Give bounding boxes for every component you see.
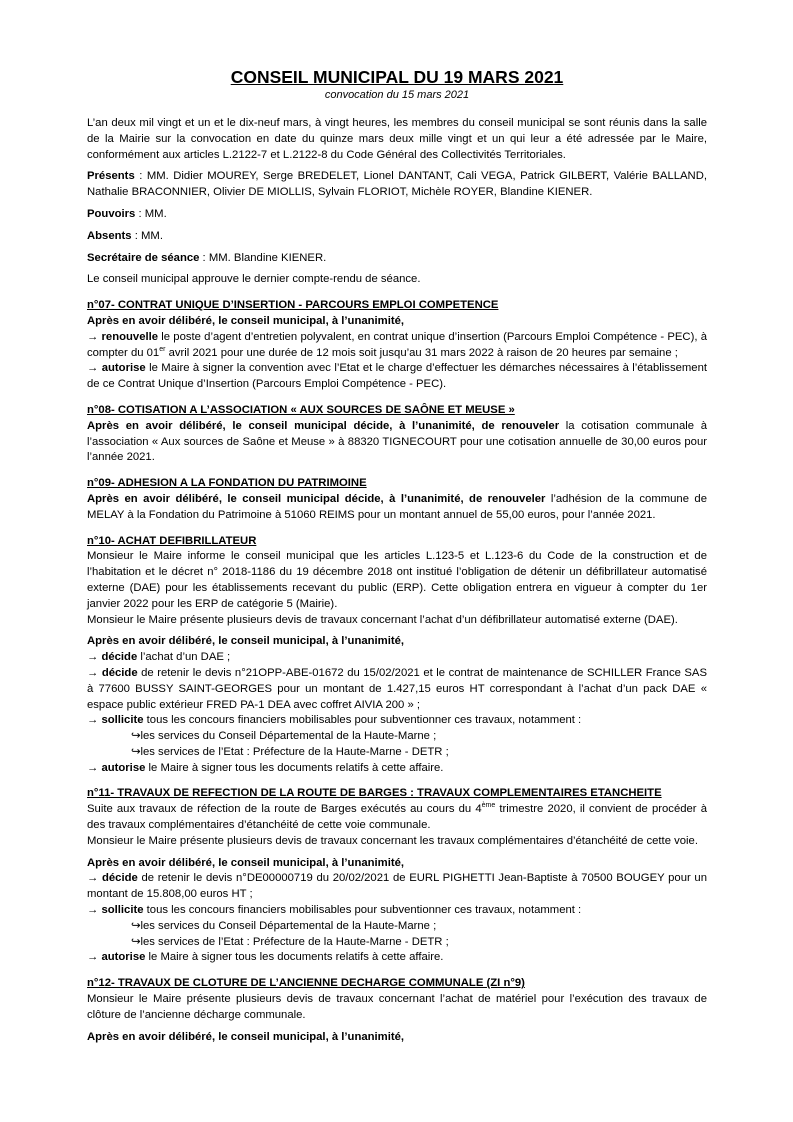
arrow-icon: →: [87, 714, 102, 727]
section-11-item-2: [87, 903, 707, 919]
section-07-item-2: [87, 361, 707, 393]
arrow-icon: →: [87, 362, 102, 375]
section-10-item-3: [87, 713, 707, 729]
section-10-heading: n°10- ACHAT DEFIBRILLATEUR: [87, 534, 257, 547]
sub-arrow-icon: ↪: [131, 745, 141, 758]
pouvoirs-label: Pouvoirs: [87, 207, 136, 220]
section-10-item-4: [87, 761, 707, 777]
body-text: l’adhésion de la commune de MELAY à la Fondation du Patrimoine à 51060 REIMS pour un montant annuel de 55,00 euros, pour l’année 2021.: [87, 492, 707, 521]
sub-text: les services de l’Etat : Préfecture de la Haute-Marne - DETR ;: [140, 745, 449, 758]
document-page: [87, 66, 707, 1045]
section-07-decision: Après en avoir délibéré, le conseil municipal, à l’unanimité,: [87, 314, 405, 327]
item-text: de retenir le devis n°DE00000719 du 20/02/2021 de EURL PIGHETTI Jean-Baptiste à 70500 BOUGEY pour un montant de 15.808,00 euros HT ;: [87, 872, 707, 901]
verb: autorise: [101, 761, 146, 774]
superscript: ème: [481, 802, 496, 810]
intro-paragraph: L’an deux mil vingt et un et le dix-neuf mars, à vingt heures, les membres du conseil municipal se sont réunis dans la salle de la Mairie sur la convocation en date du quinze mars deux mille vingt et un qui leur a été adressée par le Maire, conformément aux articles L.2122-7 et L.2122-8 du Code Général des Collectivités Territoriales.: [87, 117, 707, 161]
arrow-icon: →: [87, 651, 102, 664]
section-12-paragraph-1: Monsieur le Maire présente plusieurs devis de travaux concernant l’achat de matériel pour l’exécution des travaux de clôture de l’ancienne décharge communale.: [87, 993, 707, 1021]
arrow-icon: →: [87, 666, 102, 679]
arrow-icon: →: [87, 761, 102, 774]
section-10-item-2: [87, 666, 707, 713]
section-07-heading: n°07- CONTRAT UNIQUE D’INSERTION - PARCOURS EMPLOI COMPETENCE: [87, 299, 499, 312]
presents-text: : MM. Didier MOUREY, Serge BREDELET, Lionel DANTANT, Cali VEGA, Patrick GILBERT, Valérie BALLAND, Nathalie BRACONNIER, Olivier DE MIOLLIS, Sylvain FLORIOT, Michèle ROYER, Blandine KIENER.: [87, 170, 707, 199]
body-text: trimestre 2020, il convient de procéder à des travaux complémentaires d’étanchéité de cette voie communale.: [87, 803, 707, 832]
item-text: l’achat d’un DAE ;: [137, 651, 231, 664]
section-07-item-1: [87, 330, 707, 362]
item-text: de retenir le devis n°21OPP-ABE-01672 du 15/02/2021 et le contrat de maintenance de SCHILLER France SAS à 77600 BUSSY SAINT-GEORGES pour un montant de 1.427,15 euros HT correspondant à l’achat d’un pack DAE « espace public extérieur FRED PA-1 DEA avec coffret AIVIA 200 » ;: [87, 666, 708, 711]
section-11-sub-1: [87, 919, 707, 935]
arrow-icon: →: [87, 951, 102, 964]
section-10-sub-1: [87, 729, 707, 745]
verb: autorise: [101, 362, 146, 375]
item-text: le Maire à signer tous les documents relatifs à cette affaire.: [145, 761, 444, 774]
sub-text: les services du Conseil Départemental de la Haute-Marne ;: [140, 730, 437, 743]
absents-line: [87, 229, 707, 245]
item-text: le Maire à signer tous les documents relatifs à cette affaire.: [145, 951, 444, 964]
decision-text: Après en avoir délibéré, le conseil municipal décide, à l’unanimité, de renouveler: [87, 419, 560, 432]
sub-text: les services de l’Etat : Préfecture de la Haute-Marne - DETR ;: [140, 935, 449, 948]
secretaire-text: : MM. Blandine KIENER.: [199, 251, 327, 264]
verb: renouvelle: [101, 330, 159, 343]
secretaire-line: [87, 251, 707, 267]
section-12-decision: Après en avoir délibéré, le conseil municipal, à l’unanimité,: [87, 1030, 405, 1043]
pouvoirs-line: [87, 207, 707, 223]
section-10-decision: Après en avoir délibéré, le conseil municipal, à l’unanimité,: [87, 635, 405, 648]
section-09-heading: n°09- ADHESION A LA FONDATION DU PATRIMOINE: [87, 477, 367, 490]
verb: décide: [102, 872, 138, 885]
section-10-item-1: [87, 650, 707, 666]
body-text: Suite aux travaux de réfection de la route de Barges exécutés au cours du 4: [87, 803, 482, 816]
sub-text: les services du Conseil Départemental de la Haute-Marne ;: [140, 919, 437, 932]
section-08-body: [87, 419, 707, 466]
item-text: le poste d’agent d’entretien polyvalent, en contrat unique d’insertion (Parcours Emploi Compétence - PEC), à compter du 01: [87, 330, 707, 359]
section-11-sub-2: [87, 935, 707, 951]
absents-label: Absents: [87, 229, 132, 242]
verb: décide: [101, 666, 138, 679]
presents-label: Présents: [87, 170, 135, 183]
arrow-icon: →: [87, 872, 102, 885]
body-text: la cotisation communale à l’association « Aux sources de Saône et Meuse » à 88320 TIGNECOURT pour une cotisation annuelle de 30,00 euros pour l’année 2021.: [87, 419, 707, 464]
superscript: er: [159, 345, 166, 353]
arrow-icon: →: [87, 330, 102, 343]
absents-text: : MM.: [131, 229, 163, 242]
section-11-paragraph-1: [87, 802, 707, 834]
sub-arrow-icon: ↪: [131, 730, 141, 743]
section-11-item-3: [87, 950, 707, 966]
section-11-heading: n°11- TRAVAUX DE REFECTION DE LA ROUTE DE BARGES : TRAVAUX COMPLEMENTAIRES ETANCHEITE: [87, 787, 662, 800]
section-09-body: [87, 492, 707, 524]
verb: sollicite: [101, 904, 144, 917]
arrow-icon: →: [87, 904, 102, 917]
section-10-sub-2: [87, 745, 707, 761]
verb: sollicite: [101, 714, 144, 727]
verb: décide: [101, 651, 138, 664]
item-text: le Maire à signer la convention avec l’Etat et le charge d’effectuer les démarches nécessaires à l’établissement de ce Contrat Unique d’Insertion (Parcours Emploi Compétence - PEC).: [87, 362, 708, 391]
presents-line: [87, 169, 707, 201]
section-11-item-1: [87, 871, 707, 903]
verb: autorise: [101, 951, 146, 964]
page-subtitle: convocation du 15 mars 2021: [324, 89, 470, 101]
secretaire-label: Secrétaire de séance: [87, 251, 200, 264]
section-11-decision: Après en avoir délibéré, le conseil municipal, à l’unanimité,: [87, 856, 405, 869]
sub-arrow-icon: ↪: [131, 935, 141, 948]
section-10-paragraph-2: Monsieur le Maire présente plusieurs devis de travaux concernant l’achat d’un défibrillateur automatisé externe (DAE).: [87, 613, 678, 626]
sub-arrow-icon: ↪: [131, 919, 141, 932]
section-08-heading: n°08- COTISATION A L’ASSOCIATION « AUX SOURCES DE SAÔNE ET MEUSE »: [87, 403, 515, 416]
item-text: tous les concours financiers mobilisables pour subventionner ces travaux, notamment :: [143, 714, 582, 727]
page-title: CONSEIL MUNICIPAL DU 19 MARS 2021: [230, 67, 564, 87]
approval-line: Le conseil municipal approuve le dernier compte-rendu de séance.: [87, 273, 421, 286]
section-11-paragraph-2: Monsieur le Maire présente plusieurs devis de travaux concernant les travaux complémentaires d’étanchéité de cette voie.: [87, 834, 698, 847]
item-text: avril 2021 pour une durée de 12 mois soit jusqu’au 31 mars 2022 à raison de 20 heures par semaine ;: [165, 346, 678, 359]
pouvoirs-text: : MM.: [135, 207, 167, 220]
section-12-heading: n°12- TRAVAUX DE CLOTURE DE L’ANCIENNE DECHARGE COMMUNALE (ZI n°9): [87, 977, 525, 990]
item-text: tous les concours financiers mobilisables pour subventionner ces travaux, notamment :: [143, 904, 582, 917]
decision-text: Après en avoir délibéré, le conseil municipal décide, à l’unanimité, de renouveler: [87, 492, 546, 505]
section-10-paragraph-1: Monsieur le Maire informe le conseil municipal que les articles L.123-5 et L.123-6 du Code de la construction et de l’habitation et le décret n° 2018-1186 du 19 décembre 2018 ont institué l’obligation de détenir un défibrillateur automatisé externe (DAE) pour les établissements recevant du public (ERP). Cette obligation entrera en vigueur à compter du 1er janvier 2022 pour les ERP de catégorie 5 (Mairie).: [87, 550, 707, 610]
